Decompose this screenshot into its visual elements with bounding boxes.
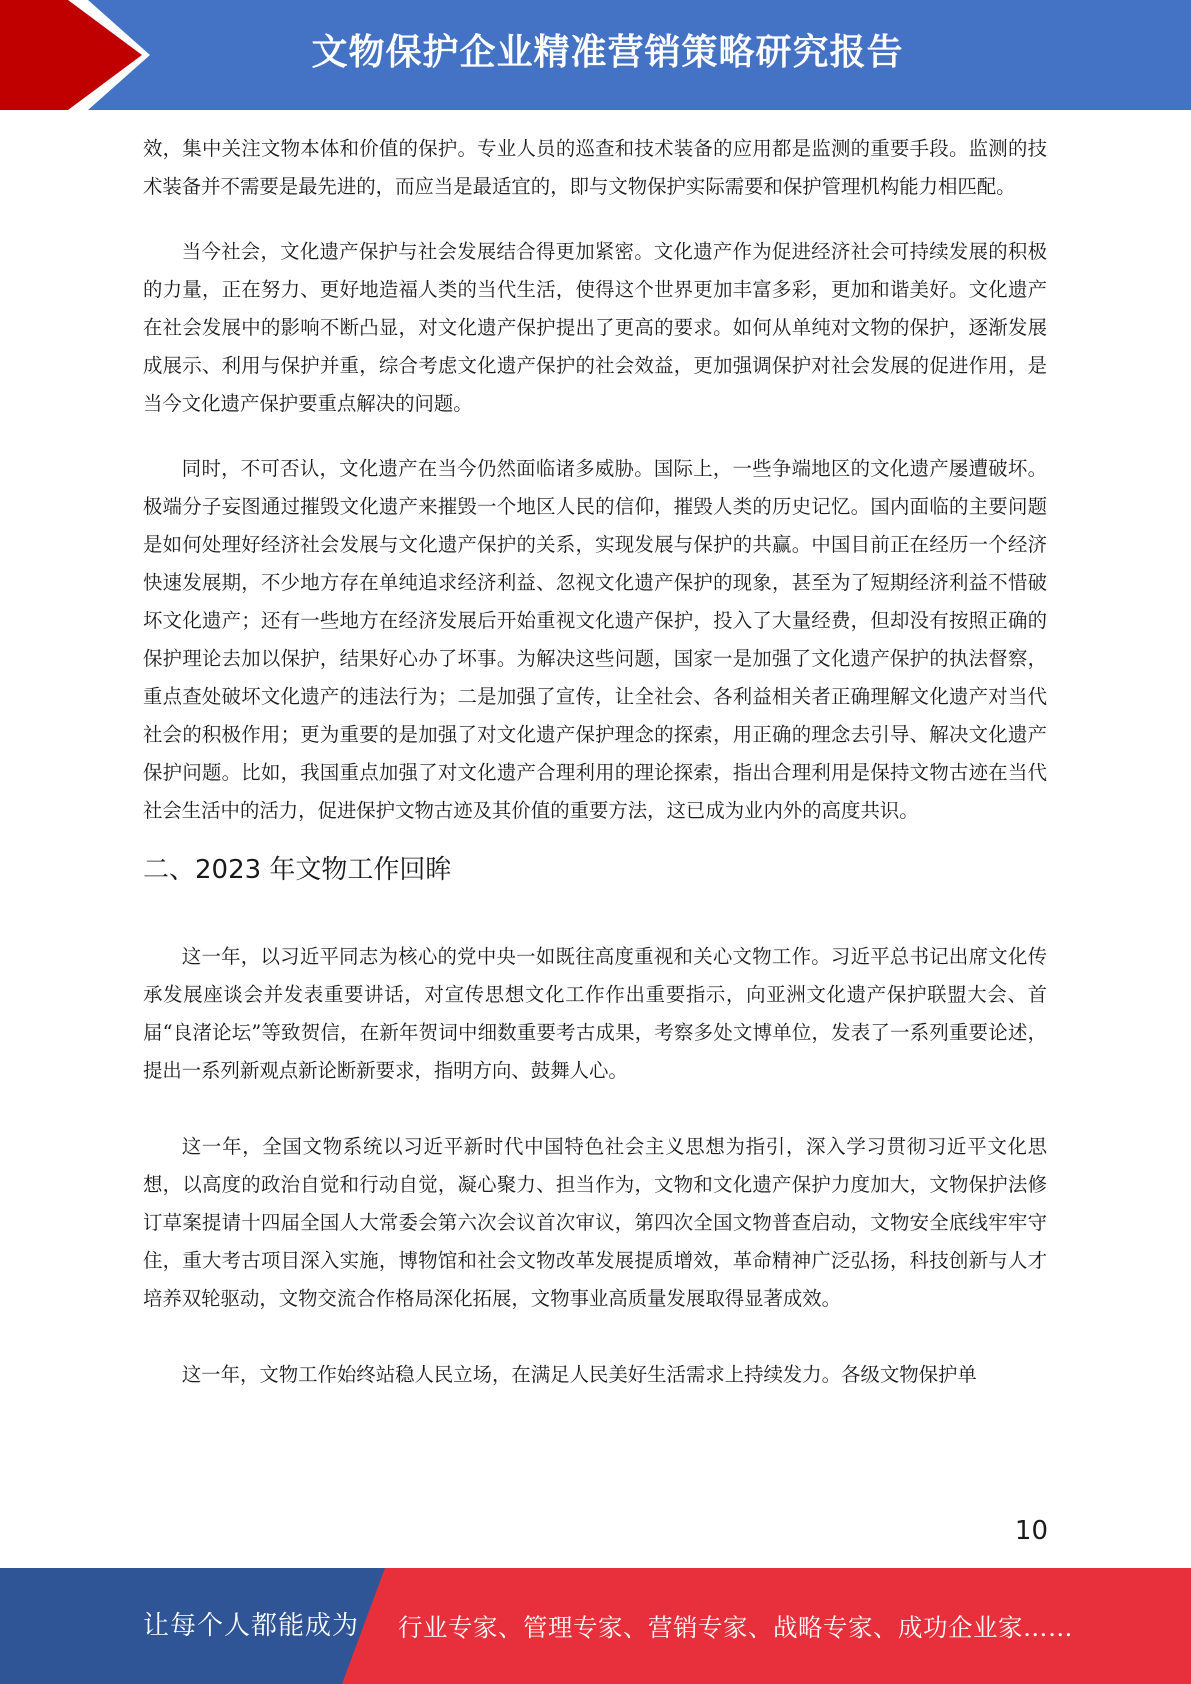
report-title: 文物保护企业精准营销策略研究报告 (311, 32, 904, 73)
footer-slogan-left: 让每个人都能成为 (143, 1611, 360, 1641)
paragraph-continues: 这一年，文物工作始终站稳人民立场，在满足人民美好生活需求上持续发力。各级文物保护单 (181, 1363, 977, 1386)
paragraph: 这一年，以习近平同志为核心的党中央一如既往高度重视和关心文物工作。习近平总书记出席文化传承发展座谈会并发表重要讲话，对宣传思想文化工作作出重要指示，向亚洲文化遗产保护联盟大会、首届“良渚论坛”等致贺信，在新年贺词中细数重要考古成果，考察多处文博单位，发表了一系列重要论述，提出一系列新观点新论断新要求，指明方向、鼓舞人心。 (143, 945, 1047, 1082)
paragraph-continued: 效，集中关注文物本体和价值的保护。专业人员的巡查和技术装备的应用都是监测的重要手段。监测的技术装备并不需要是最先进的，而应当是最适宜的，即与文物保护实际需要和保护管理机构能力相匹配。 (143, 137, 1047, 198)
page-number: 10 (1014, 1516, 1048, 1546)
paragraph: 同时，不可否认，文化遗产在当今仍然面临诸多威胁。国际上，一些争端地区的文化遗产屡遭破坏。极端分子妄图通过摧毁文化遗产来摧毁一个地区人民的信仰，摧毁人类的历史记忆。国内面临的主要问题是如何处理好经济社会发展与文化遗产保护的关系，实现发展与保护的共赢。中国目前正在经历一个经济快速发展期，不少地方存在单纯追求经济利益、忽视文化遗产保护的现象，甚至为了短期经济利益不惜破坏文化遗产；还有一些地方在经济发展后开始重视文化遗产保护，投入了大量经费，但却没有按照正确的保护理论去加以保护，结果好心办了坏事。为解决这些问题，国家一是加强了文化遗产保护的执法督察，重点查处破坏文化遗产的违法行为；二是加强了宣传，让全社会、各利益相关者正确理解文化遗产对当代社会的积极作用；更为重要的是加强了对文化遗产保护理念的探索，用正确的理念去引导、解决文化遗产保护问题。比如，我国重点加强了对文化遗产合理利用的理论探索，指出合理利用是保持文物古迹在当代社会生活中的活力，促进保护文物古迹及其价值的重要方法，这已成为业内外的高度共识。 (143, 457, 1047, 822)
footer-slogan-right: 行业专家、管理专家、营销专家、战略专家、成功企业家…… (398, 1613, 1073, 1642)
paragraph: 当今社会，文化遗产保护与社会发展结合得更加紧密。文化遗产作为促进经济社会可持续发展的积极的力量，正在努力、更好地造福人类的当代生活，使得这个世界更加丰富多彩，更加和谐美好。文化遗产在社会发展中的影响不断凸显，对文化遗产保护提出了更高的要求。如何从单纯对文物的保护，逐渐发展成展示、利用与保护并重，综合考虑文化遗产保护的社会效益，更加强调保护对社会发展的促进作用，是当今文化遗产保护要重点解决的问题。 (143, 240, 1047, 415)
header-banner (0, 0, 1191, 110)
report-body (143, 130, 1047, 1421)
paragraph: 这一年，全国文物系统以习近平新时代中国特色社会主义思想为指引，深入学习贯彻习近平文化思想，以高度的政治自觉和行动自觉，凝心聚力、担当作为，文物和文化遗产保护力度加大，文物保护法修订草案提请十四届全国人大常委会第六次会议首次审议，第四次全国文物普查启动，文物安全底线牢牢守住，重大考古项目深入实施，博物馆和社会文物改革发展提质增效，革命精神广泛弘扬，科技创新与人才培养双轮驱动，文物交流合作格局深化拓展，文物事业高质量发展取得显著成效。 (143, 1135, 1047, 1310)
footer-banner (0, 1568, 1191, 1684)
section-heading: 二、2023 年文物工作回眸 (143, 855, 452, 885)
